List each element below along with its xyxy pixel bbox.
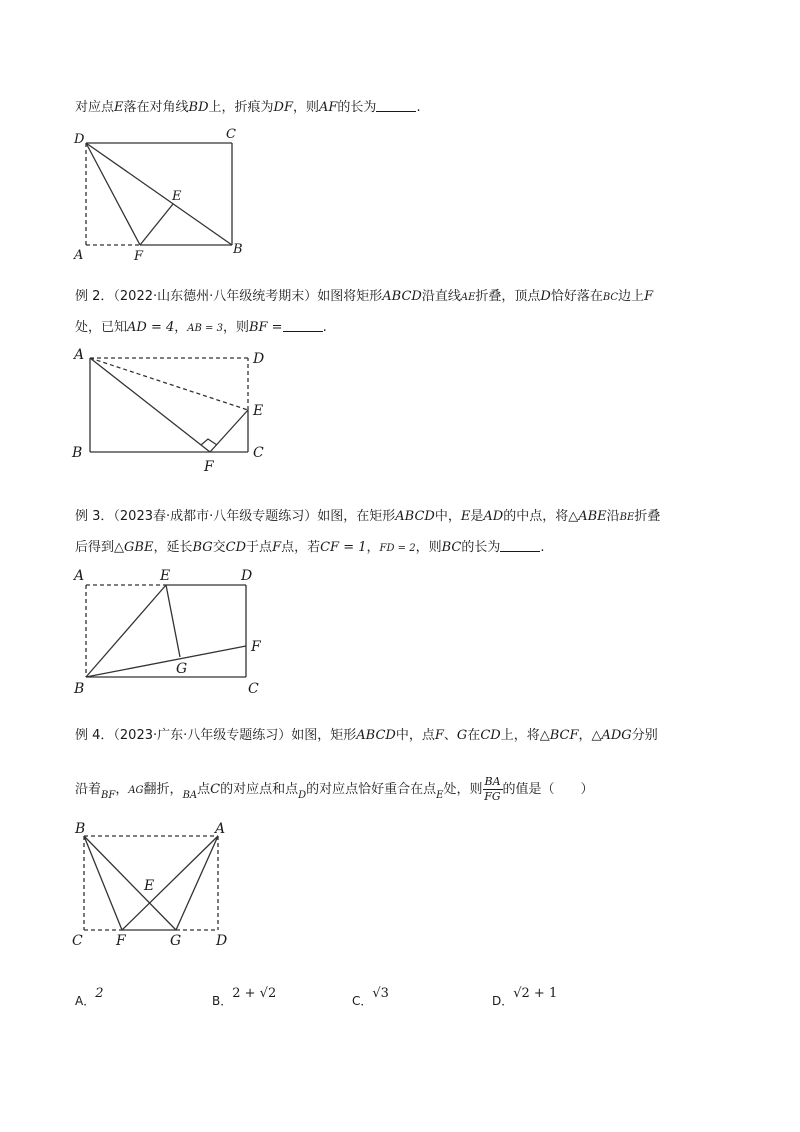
- point-label: A: [74, 347, 85, 363]
- answer-blank: [376, 99, 416, 112]
- point-label: C: [253, 445, 264, 461]
- figure-4: [70, 818, 240, 953]
- point-label: D: [253, 351, 265, 367]
- point-label: G: [170, 933, 182, 949]
- point-label: C: [72, 933, 83, 949]
- option-c[interactable]: $_{C.}$√3: [352, 986, 389, 1008]
- point-label: A: [215, 821, 226, 837]
- point-label: D: [74, 132, 85, 147]
- point-label: A: [74, 568, 85, 584]
- example-4-line-2: 沿着$_{BF}$，AG翻折，$_{BA}$点C的对应点和点$_D$的对应点恰好重合在点$_E$处，则 $\frac{BA}{FG}$ 的值是（ ）: [75, 775, 594, 803]
- point-label: E: [160, 568, 171, 584]
- point-label: B: [233, 242, 243, 257]
- point-label: G: [176, 661, 188, 677]
- point-label: C: [226, 127, 236, 142]
- point-label: C: [248, 681, 259, 697]
- problem-text-line: 对应点E落在对角线BD上，折痕为DF，则AF的长为 .: [75, 100, 421, 115]
- example-4-line-1: 例 4．（2023·广东·八年级专题练习）如图，矩形ABCD中，点F、G在CD上，将△BCF，△ADG分别: [75, 728, 658, 743]
- answer-blank: [500, 539, 540, 552]
- figure-2: [70, 345, 275, 475]
- example-3-line-1: 例 3．（2023春·成都市·八年级专题练习）如图，在矩形ABCD中，E是AD的中点，将△ABE沿BE折叠: [75, 509, 661, 524]
- answer-blank: [283, 319, 323, 332]
- example-2-line-2: 处，已知AD = 4，AB = 3，则BF = .: [75, 320, 327, 335]
- point-label: E: [172, 189, 182, 204]
- option-b[interactable]: $_{B.}$2 + √2: [212, 986, 277, 1008]
- point-label: E: [144, 878, 155, 894]
- point-label: F: [116, 933, 126, 949]
- point-label: A: [74, 248, 84, 263]
- point-label: E: [253, 403, 264, 419]
- fraction: $\frac{BA}{FG}$: [484, 775, 501, 803]
- figure-3: [70, 565, 275, 697]
- figure-1: [70, 125, 255, 265]
- point-label: B: [75, 821, 86, 837]
- point-label: B: [74, 681, 85, 697]
- option-a[interactable]: $_{A.}$2: [75, 986, 104, 1008]
- point-label: F: [134, 249, 144, 264]
- point-label: D: [241, 568, 253, 584]
- example-2-line-1: 例 2．（2022·山东德州·八年级统考期末）如图将矩形ABCD沿直线AE折叠，顶点D恰好落在BC边上F: [75, 289, 654, 304]
- option-d[interactable]: $_{D.}$√2 + 1: [492, 986, 558, 1008]
- point-label: B: [72, 445, 83, 461]
- point-label: D: [216, 933, 228, 949]
- point-label: F: [251, 639, 261, 655]
- point-label: F: [204, 459, 214, 475]
- example-3-line-2: 后得到△GBE，延长BG交CD于点F点，若CF = 1，FD = 2，则BC的长为 .: [75, 540, 545, 555]
